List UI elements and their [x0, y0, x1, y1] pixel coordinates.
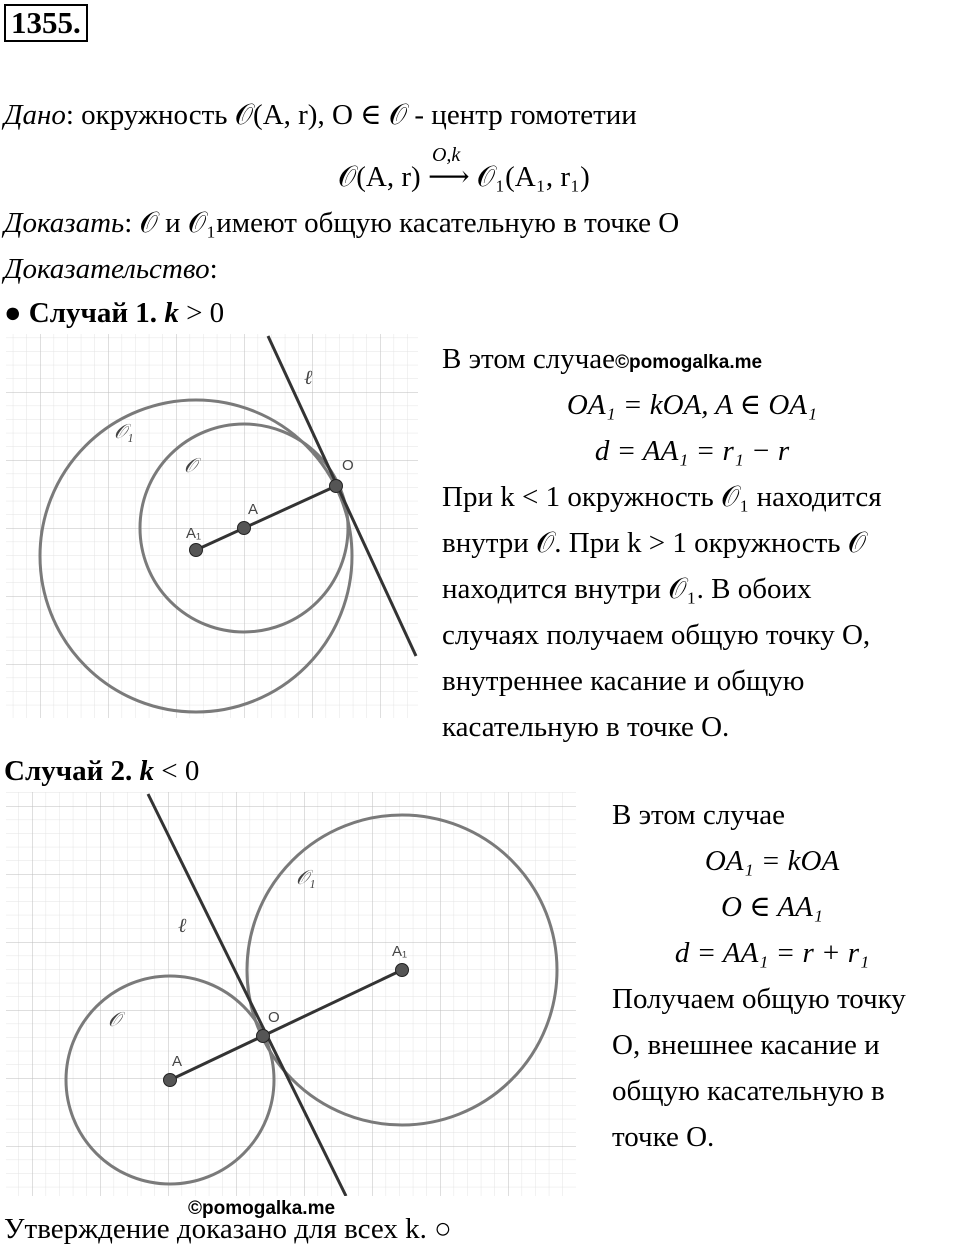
proof-label-line — [4, 252, 218, 286]
case1-label-A1: A₁ — [186, 525, 202, 542]
case1-line-4: случаях получаем общую точку O, — [442, 619, 871, 651]
prove-text: : 𝒪 и 𝒪₁имеют общую касательную в точке O — [124, 207, 680, 239]
case1-formula1: OA₁ = kOA, A ∈ OA₁ — [566, 389, 818, 421]
mapping-over-label: O,k — [431, 144, 461, 166]
case1-line-6: касательную в точке O. — [442, 711, 730, 743]
case1-point-A — [238, 522, 251, 535]
case1-k: k — [164, 297, 179, 329]
case1-label-inner: 𝒪 — [184, 455, 197, 477]
case1-line-1: При k < 1 окружность 𝒪₁ находится — [442, 481, 882, 513]
case1-point-O — [330, 480, 343, 493]
case1-title: Случай 1. — [28, 297, 158, 329]
case1-point-A1 — [190, 544, 203, 557]
case1-label-O: O — [342, 457, 354, 474]
case1-figure — [6, 334, 418, 718]
case1-label-outer: 𝒪₁ — [114, 421, 134, 443]
given-line — [4, 98, 637, 132]
case1-watermark: ©pomogalka.me — [615, 352, 763, 373]
case2-line-2: O, внешнее касание и — [612, 1029, 880, 1061]
case2-formula3: d = AA₁ = r + r₁ — [674, 937, 870, 969]
mapping-arrow: ⟶ — [427, 161, 470, 193]
case2-formula1: OA₁ = kOA — [704, 845, 840, 877]
case2-label-big: 𝒪₁ — [296, 867, 316, 889]
case1-intro: В этом случае — [442, 343, 616, 375]
case2-heading — [4, 754, 199, 788]
conclusion: Утверждение доказано для всех k. ○ — [4, 1213, 452, 1245]
case2-formula2: O ∈ AA₁ — [721, 891, 823, 923]
case1-line-3: находится внутри 𝒪₁. В обоих — [442, 573, 812, 605]
problem-number: 1355. — [4, 4, 88, 42]
case1-cond: > 0 — [178, 297, 225, 329]
case2-point-A — [164, 1074, 177, 1087]
case1-heading — [4, 296, 224, 330]
case2-label-small: 𝒪 — [108, 1009, 121, 1031]
case2-label-A1: A₁ — [392, 943, 408, 960]
prove-label: Доказать — [4, 207, 125, 239]
case2-point-A1 — [396, 964, 409, 977]
mapping-arrow-block — [427, 144, 470, 194]
given-text: : окружность 𝒪(A, r), O ∈ 𝒪 - центр гомотетии — [65, 99, 637, 131]
case1-line-2: внутри 𝒪. При k > 1 окружность 𝒪 — [442, 527, 866, 559]
case1-formula2: d = AA₁ = r₁ − r — [594, 435, 790, 467]
case2-point-O — [257, 1030, 270, 1043]
case1-intro-line — [442, 342, 762, 380]
proof-label: Доказательство — [4, 253, 210, 285]
case1-label-line: ℓ — [304, 367, 313, 389]
case2-label-O: O — [268, 1009, 280, 1026]
given-label: Дано — [4, 99, 66, 131]
case2-label-line: ℓ — [178, 915, 187, 937]
case2-k: k — [139, 755, 155, 787]
case1-bullet: ● — [4, 297, 22, 329]
case2-label-A: A — [172, 1053, 183, 1070]
prove-line — [4, 206, 679, 240]
homothety-mapping — [338, 144, 590, 194]
case2-line-4: точке O. — [612, 1121, 715, 1153]
case2-line-3: общую касательную в — [612, 1075, 885, 1107]
case2-title: Случай 2. — [4, 755, 133, 787]
case2-watermark: ©pomogalka.me — [188, 1198, 336, 1219]
case2-figure — [6, 792, 576, 1196]
case2-line-1: Получаем общую точку — [612, 983, 906, 1015]
mapping-right: 𝒪₁(A₁, r₁) — [476, 161, 590, 193]
proof-colon: : — [209, 253, 218, 285]
mapping-left: 𝒪(A, r) — [338, 161, 421, 193]
case2-cond: < 0 — [154, 755, 200, 787]
case1-line-5: внутреннее касание и общую — [442, 665, 805, 697]
case2-intro: В этом случае — [612, 799, 786, 831]
case1-label-A: A — [248, 501, 259, 518]
